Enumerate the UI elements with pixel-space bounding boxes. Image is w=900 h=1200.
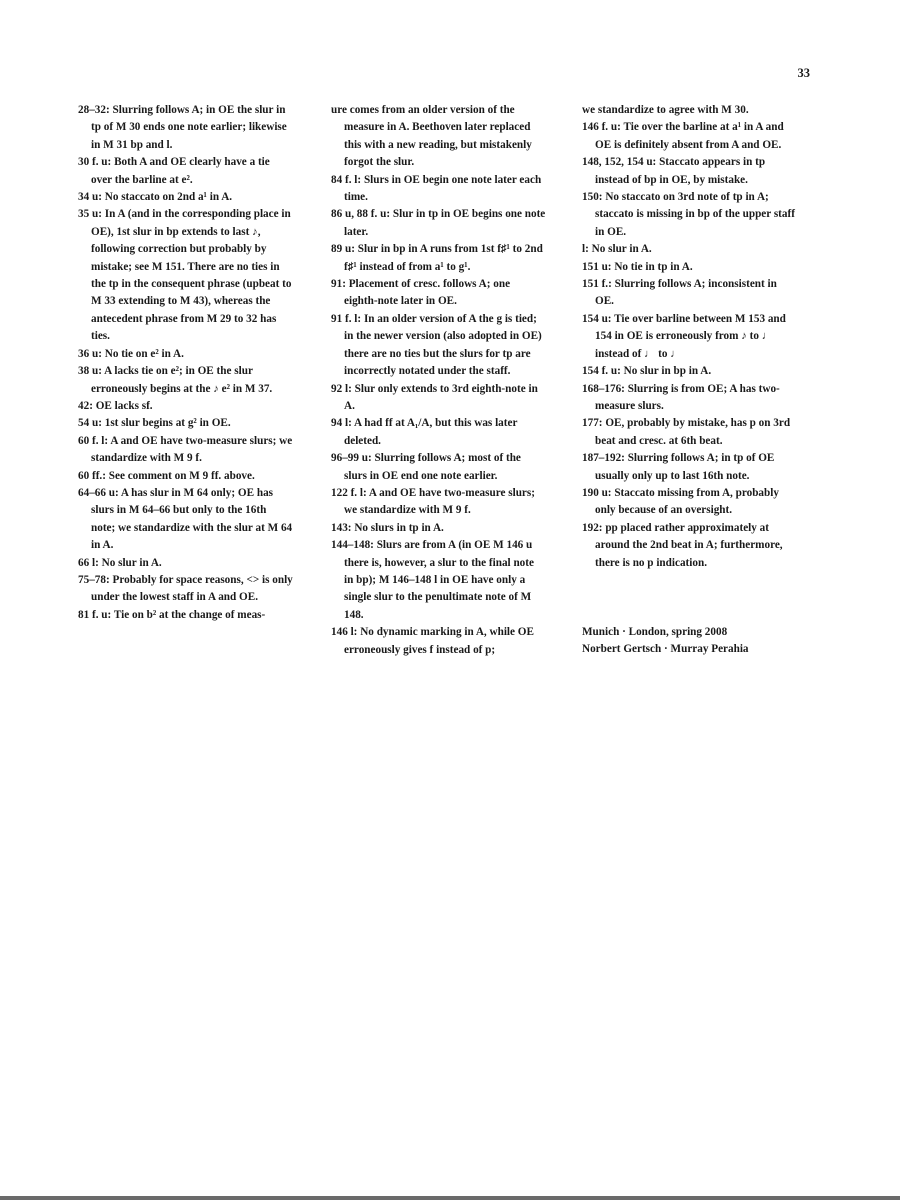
critical-note-entry bbox=[78, 102, 293, 154]
note-text: Staccato appears in tp instead of bp in OE, by mistake. bbox=[595, 156, 766, 186]
measure-reference: 66 l: bbox=[78, 556, 99, 569]
measure-reference: 187–192: bbox=[582, 452, 625, 465]
measure-reference: 54 u: bbox=[78, 417, 102, 430]
critical-note-entry bbox=[78, 415, 293, 432]
critical-note-entry bbox=[78, 189, 293, 206]
measure-reference: 86 u, 88 f. u: bbox=[331, 208, 391, 221]
measure-reference: 146 f. u: bbox=[582, 121, 621, 134]
critical-note-entry bbox=[78, 398, 293, 415]
measure-reference: 96–99 u: bbox=[331, 452, 372, 465]
note-text: Slurs are from A (in OE M 146 u there is, however, a slur to the final note in bp); M 146–148 l in OE have only a single slur to the penultimate note of M 148. bbox=[344, 539, 534, 621]
note-text: No dynamic marking in A, while OE erroneously gives f instead of p; bbox=[344, 626, 534, 656]
critical-note-entry bbox=[582, 259, 797, 276]
critical-note-entry bbox=[582, 241, 797, 258]
note-text: No slur in A. bbox=[101, 556, 162, 569]
note-text: Placement of cresc. follows A; one eighth-note later in OE. bbox=[344, 278, 511, 308]
note-text: No staccato on 2nd a¹ in A. bbox=[104, 191, 233, 204]
measure-reference: 60 f. l: bbox=[78, 434, 109, 447]
note-text: Slur in bp in A runs from 1st f♯¹ to 2nd f♯¹ instead of from a¹ to g¹. bbox=[344, 243, 543, 273]
critical-note-entry bbox=[78, 468, 293, 485]
notes-column-2 bbox=[331, 102, 546, 659]
bottom-rule bbox=[0, 1196, 900, 1200]
note-text: No staccato on 3rd note of tp in A; staccato is missing in bp of the upper staff in OE. bbox=[595, 191, 795, 238]
measure-reference: 177: bbox=[582, 417, 603, 430]
critical-note-entry bbox=[78, 346, 293, 363]
critical-note-entry bbox=[582, 102, 797, 119]
note-text: Probably for space reasons, <> is only under the lowest staff in A and OE. bbox=[91, 573, 293, 604]
critical-note-entry bbox=[331, 624, 546, 659]
critical-note-entry bbox=[582, 189, 797, 241]
critical-note-entry bbox=[331, 450, 546, 485]
critical-note-entry bbox=[582, 485, 797, 520]
critical-note-entry bbox=[331, 381, 546, 416]
measure-reference: 38 u: bbox=[78, 365, 102, 378]
note-text: Slurring follows A; inconsistent in OE. bbox=[595, 278, 777, 308]
note-text: A and OE have two-measure slurs; we standardize with M 9 f. bbox=[344, 486, 535, 517]
note-text: Tie over the barline at a¹ in A and OE is definitely absent from A and OE. bbox=[595, 121, 784, 151]
note-text: Staccato missing from A, probably only because of an oversight. bbox=[595, 486, 779, 517]
notes-column-3 bbox=[582, 102, 797, 659]
note-text: No slur in bp in A. bbox=[623, 365, 712, 378]
note-text: No tie on e² in A. bbox=[104, 347, 184, 360]
measure-reference: 36 u: bbox=[78, 347, 102, 360]
measure-reference: 92 l: bbox=[331, 382, 352, 395]
critical-note-entry bbox=[331, 102, 546, 172]
signature-place-date: Munich · London, spring 2008 bbox=[582, 625, 728, 638]
critical-note-entry bbox=[78, 154, 293, 189]
signature-authors: Norbert Gertsch · Murray Perahia bbox=[582, 643, 749, 656]
critical-note-entry bbox=[582, 363, 797, 380]
critical-note-entry bbox=[582, 520, 797, 572]
measure-reference: 154 f. u: bbox=[582, 365, 621, 378]
note-text: A had ff at A₁/A, but this was later deleted. bbox=[344, 417, 518, 447]
note-text: A and OE have two-measure slurs; we standardize with M 9 f. bbox=[91, 434, 293, 465]
note-text: Slurring follows A; most of the slurs in OE end one note earlier. bbox=[344, 452, 521, 482]
note-text: Both A and OE clearly have a tie over the barline at e². bbox=[91, 156, 270, 186]
measure-reference: 91 f. l: bbox=[331, 312, 362, 325]
measure-reference: 64–66 u: bbox=[78, 486, 119, 499]
measure-reference: 94 l: bbox=[331, 417, 352, 430]
critical-note-entry bbox=[78, 363, 293, 398]
measure-reference: 192: bbox=[582, 521, 603, 534]
critical-note-entry bbox=[78, 433, 293, 468]
note-text: l: No slur in A. bbox=[582, 243, 652, 256]
critical-note-entry bbox=[331, 172, 546, 207]
critical-note-entry bbox=[582, 450, 797, 485]
critical-note-entry bbox=[331, 311, 546, 381]
critical-note-entry bbox=[582, 154, 797, 189]
note-text: Slurring follows A; in tp of OE usually only up to last 16th note. bbox=[595, 452, 775, 482]
critical-note-entry bbox=[582, 415, 797, 450]
critical-note-entry bbox=[78, 555, 293, 572]
critical-note-entry bbox=[331, 520, 546, 537]
note-text: pp placed rather approximately at around the 2nd beat in A; furthermore, there is no p indication. bbox=[595, 521, 783, 569]
measure-reference: 154 u: bbox=[582, 312, 612, 325]
measure-reference: 89 u: bbox=[331, 243, 355, 256]
critical-note-entry bbox=[331, 485, 546, 520]
critical-note-entry bbox=[582, 311, 797, 363]
critical-note-entry bbox=[331, 276, 546, 311]
measure-reference: 148, 152, 154 u: bbox=[582, 156, 657, 169]
measure-reference: 151 f.: bbox=[582, 278, 612, 291]
notes-column-1 bbox=[78, 102, 293, 624]
measure-reference: 42: bbox=[78, 399, 93, 412]
critical-note-entry bbox=[78, 206, 293, 345]
measure-reference: 150: bbox=[582, 191, 603, 204]
measure-reference: 122 f. l: bbox=[331, 486, 367, 499]
note-text: ure comes from an older version of the measure in A. Beethoven later replaced this with a new reading, but mistakenly forgot the slur. bbox=[331, 104, 532, 169]
note-text: Tie on b² at the change of meas- bbox=[113, 608, 266, 621]
critical-note-entry bbox=[331, 241, 546, 276]
page-number: 33 bbox=[797, 66, 810, 80]
measure-reference: 151 u: bbox=[582, 260, 612, 273]
measure-reference: 28–32: bbox=[78, 104, 110, 116]
measure-reference: 60 ff.: bbox=[78, 469, 106, 482]
measure-reference: 75–78: bbox=[78, 573, 110, 586]
note-text: Slur in tp in OE begins one note later. bbox=[344, 208, 546, 238]
measure-reference: 146 l: bbox=[331, 626, 358, 639]
critical-note-entry bbox=[582, 381, 797, 416]
note-text: A has slur in M 64 only; OE has slurs in M 64–66 but only to the 16th note; we standardize with the slur at M 64 in A. bbox=[91, 486, 293, 552]
critical-note-entry bbox=[78, 572, 293, 607]
measure-reference: 81 f. u: bbox=[78, 608, 112, 621]
critical-note-entry bbox=[331, 415, 546, 450]
critical-note-entry bbox=[582, 276, 797, 311]
critical-note-entry bbox=[331, 206, 546, 241]
note-text: No slurs in tp in A. bbox=[354, 521, 444, 534]
note-text: Slurs in OE begin one note later each time. bbox=[344, 173, 542, 204]
note-text: Slurring follows A; in OE the slur in tp of M 30 ends one note earlier; likewise in M 31 bp and l. bbox=[91, 104, 287, 151]
critical-note-entry bbox=[78, 607, 293, 624]
note-text: No tie in tp in A. bbox=[614, 260, 693, 273]
note-text: 1st slur begins at g² in OE. bbox=[104, 417, 231, 430]
measure-reference: 91: bbox=[331, 278, 346, 291]
note-text: OE lacks sf. bbox=[95, 399, 153, 412]
note-text: In A (and in the corresponding place in OE), 1st slur in bp extends to last ♪, following correction but probably by mistake; see M 151. There are no ties in the tp in the consequent phrase (upbeat to M 33 extending to M 43), whereas the antecedent phrase from M 29 to 32 has ties. bbox=[91, 208, 292, 343]
critical-note-entry bbox=[582, 119, 797, 154]
measure-reference: 30 f. u: bbox=[78, 156, 112, 169]
critical-note-entry bbox=[331, 537, 546, 624]
measure-reference: 35 u: bbox=[78, 208, 102, 221]
measure-reference: 168–176: bbox=[582, 382, 625, 395]
note-text: Slurring is from OE; A has two-measure slurs. bbox=[595, 382, 780, 412]
signature-block bbox=[582, 624, 797, 659]
measure-reference: 190 u: bbox=[582, 486, 612, 499]
measure-reference: 144–148: bbox=[331, 539, 374, 552]
measure-reference: 34 u: bbox=[78, 191, 102, 204]
note-text: we standardize to agree with M 30. bbox=[582, 104, 749, 116]
note-text: A lacks tie on e²; in OE the slur erroneously begins at the ♪ e² in M 37. bbox=[91, 365, 273, 395]
note-text: In an older version of A the g is tied; in the newer version (also adopted in OE) there are no ties but the slurs for tp are incorrectly notated under the staff. bbox=[344, 312, 542, 378]
note-text: Tie over barline between M 153 and 154 in OE is erroneously from ♪ to ♩ instead of ♩ to ♩ bbox=[595, 312, 786, 360]
measure-reference: 84 f. l: bbox=[331, 173, 362, 186]
measure-reference: 143: bbox=[331, 521, 352, 534]
note-text: Slur only extends to 3rd eighth-note in A. bbox=[344, 382, 538, 412]
critical-note-entry bbox=[78, 485, 293, 555]
note-text: OE, probably by mistake, has p on 3rd beat and cresc. at 6th beat. bbox=[595, 417, 791, 447]
note-text: See comment on M 9 ff. above. bbox=[108, 469, 255, 482]
